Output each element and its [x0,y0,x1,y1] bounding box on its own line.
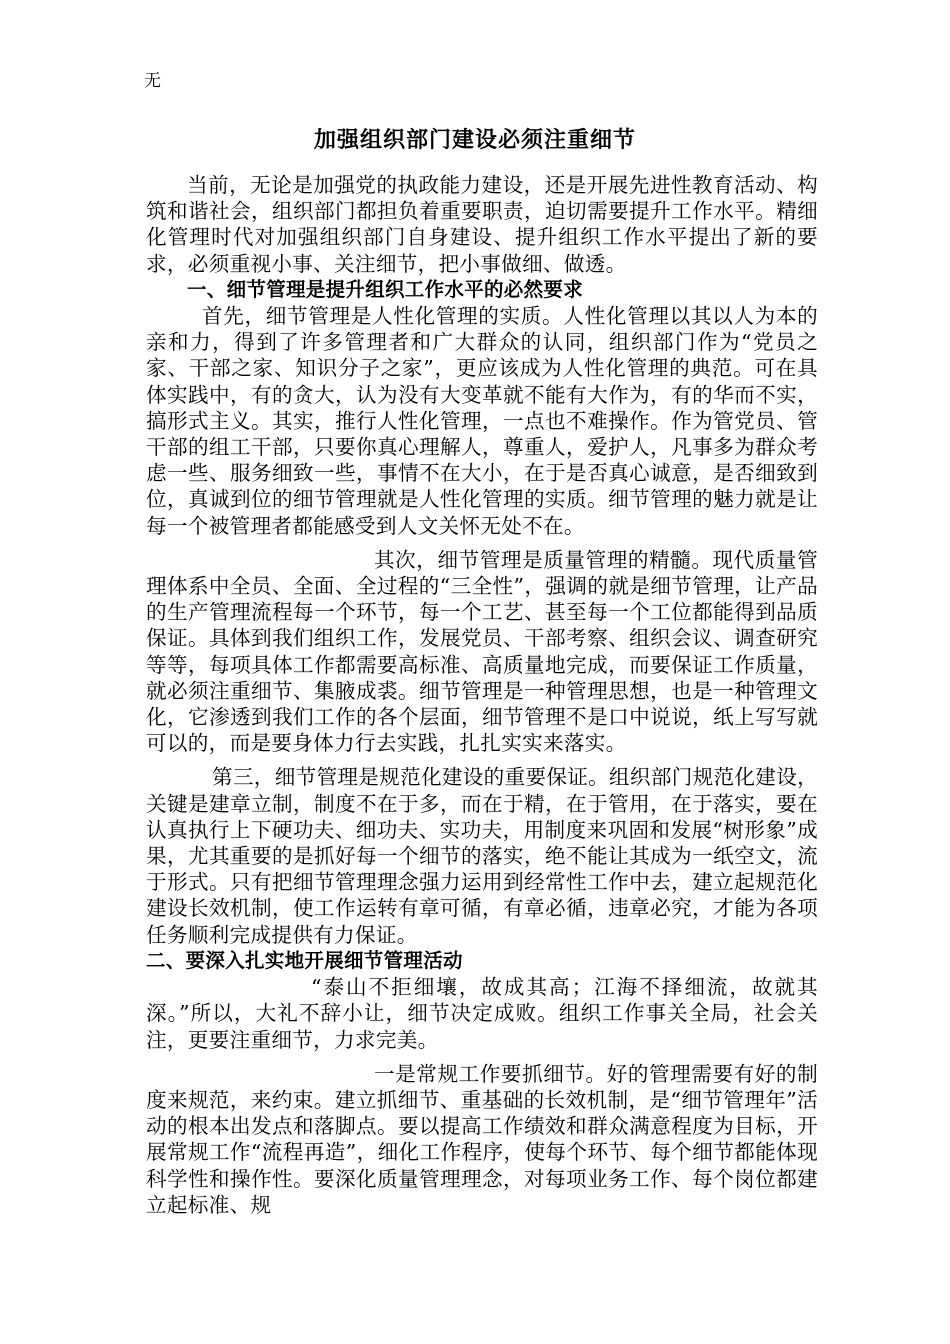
section-1-paragraph-3: 第三，细节管理是规范化建设的重要保证。组织部门规范化建设，关键是建章立制，制度不在于多，而在于精，在于管用，在于落实，要在认真执行上下硬功夫、细功夫、实功夫，用制度来巩固和发展“树形象”成果，尤其重要的是抓好每一个细节的落实，绝不能让其成为一纸空文，流于形式。只有把细节管理理念强力运用到经常性工作中去，建立起规范化建设长效机制，使工作运转有章可循，有章必循，违章必究，才能为各项任务顺利完成提供有力保证。 [146,765,818,947]
document-title: 加强组织部门建设必须注重细节 [313,127,636,153]
intro-paragraph: 当前，无论是加强党的执政能力建设，还是开展先进性教育活动、构筑和谐社会，组织部门都担负着重要职责，迫切需要提升工作水平。精细化管理时代对加强组织部门自身建设、提升组织工作水平提出了新的要求，必须重视小事、关注细节，把小事做细、做透。 [146,173,818,276]
section-1-paragraph-2: 其次，细节管理是质量管理的精髓。现代质量管理体系中全员、全面、全过程的“三全性”，强调的就是细节管理，让产品的生产管理流程每一个环节，每一个工艺、甚至每一个工位都能得到品质保证。具体到我们组织工作，发展党员、干部考察、组织会议、调查研究等等，每项具体工作都需要高标准、高质量地完成，而要保证工作质量，就必须注重细节、集腋成裘。细节管理是一种管理思想，也是一种管理文化，它渗透到我们工作的各个层面，细节管理不是口中说说，纸上写写就可以的，而是要身体力行去实践，扎扎实实来落实。 [146,547,818,756]
section-1-heading: 一、细节管理是提升组织工作水平的必然要求 [187,277,584,301]
section-2-heading: 二、要深入扎实地开展细节管理活动 [146,948,463,972]
document-body [146,172,818,1218]
header-mark: 无 [144,71,161,91]
section-2-paragraph-2: 一是常规工作要抓细节。好的管理需要有好的制度来规范，来约束。建立抓细节、重基础的长效机制，是“细节管理年”活动的根本出发点和落脚点。要以提高工作绩效和群众满意程度为目标，开展常规工作“流程再造”，细化工作程序，使每个环节、每个细节都能体现科学性和操作性。要深化质量管理理念，对每项业务工作、每个岗位都建立起标准、规 [146,1061,818,1217]
section-2-paragraph-1: “泰山不拒细壤，故成其高；江海不择细流，故就其深。”所以，大礼不辞小让，细节决定成败。组织工作事关全局，社会关注，更要注重细节，力求完美。 [146,975,818,1052]
section-1-paragraph-1: 首先，细节管理是人性化管理的实质。人性化管理以其以人为本的亲和力，得到了许多管理者和广大群众的认同，组织部门作为“党员之家、干部之家、知识分子之家”，更应该成为人性化管理的典范。可在具体实践中，有的贪大，认为没有大变革就不能有大作为，有的华而不实，搞形式主义。其实，推行人性化管理，一点也不难操作。作为管党员、管干部的组工干部，只要你真心理解人，尊重人，爱护人，凡事多为群众考虑一些、服务细致一些，事情不在大小，在于是否真心诚意，是否细致到位，真诚到位的细节管理就是人性化管理的实质。细节管理的魅力就是让每一个被管理者都能感受到人文关怀无处不在。 [146,304,818,538]
